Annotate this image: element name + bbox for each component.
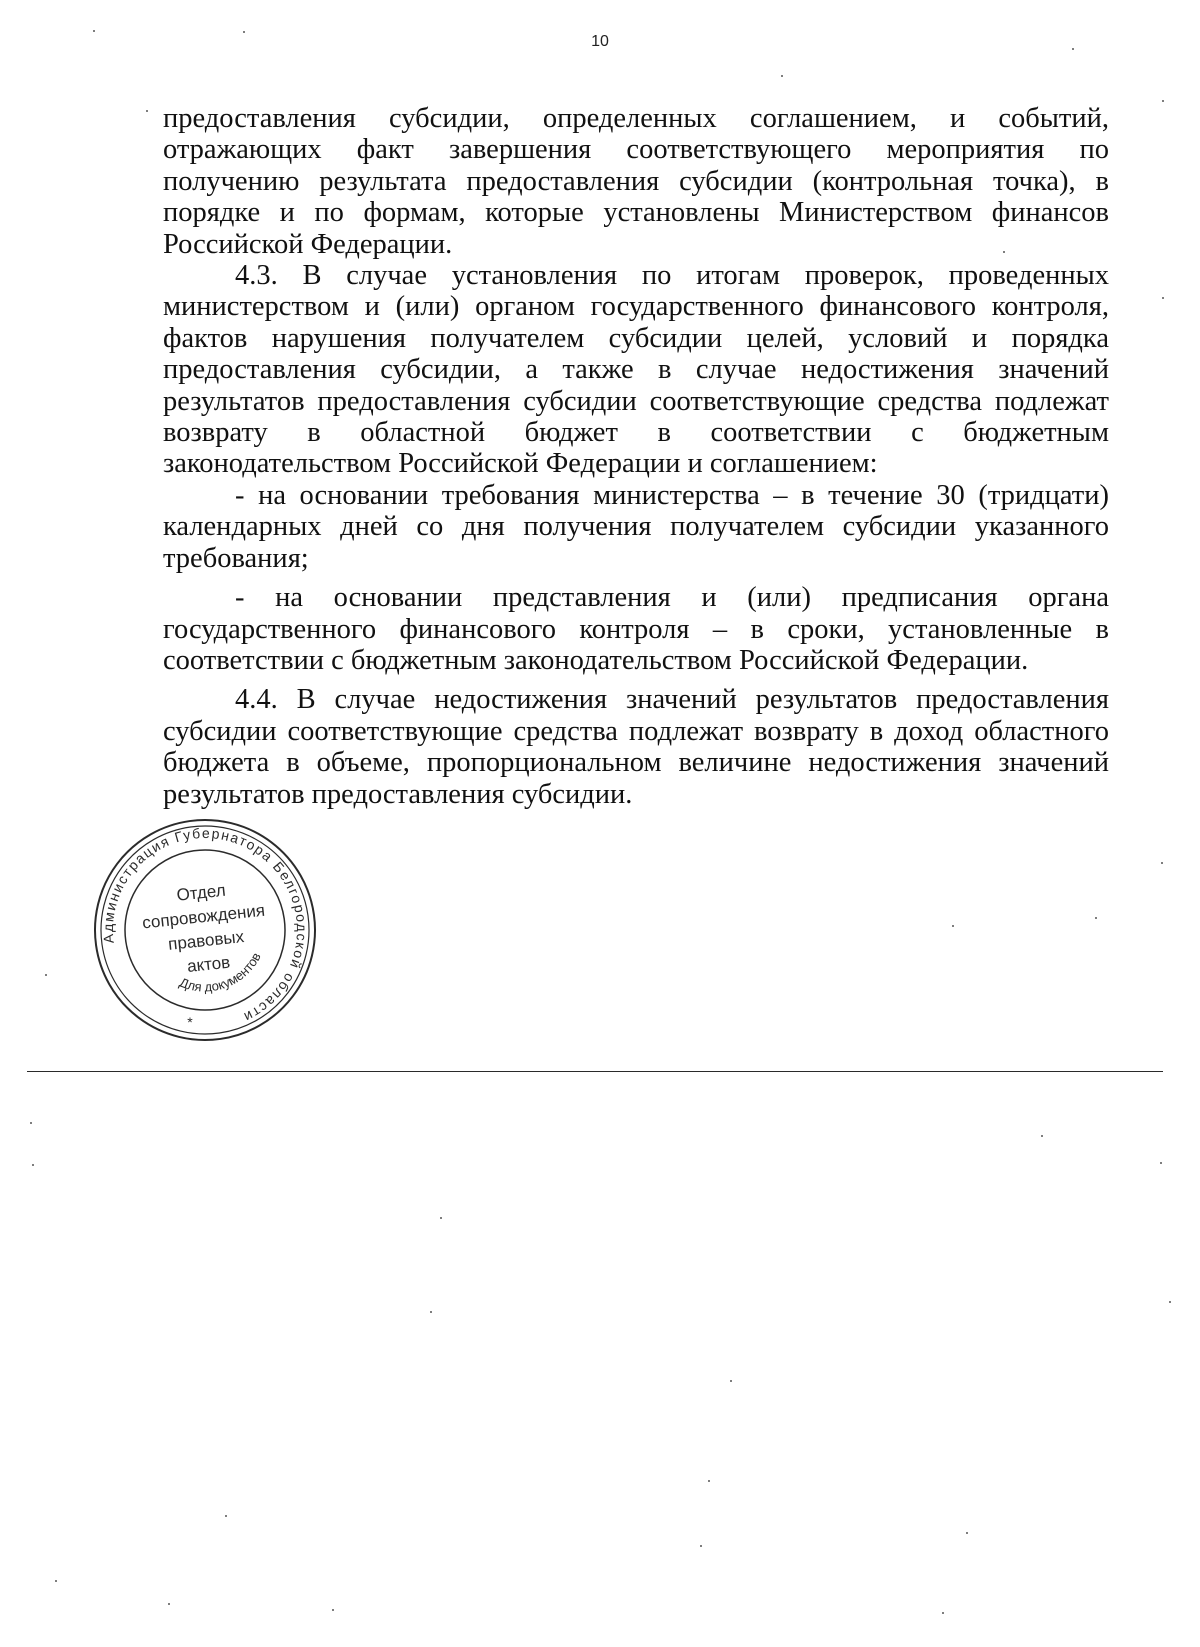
stamp-center-line-3: правовых [167,927,245,954]
paragraph-list-item-2: - на основании представления и (или) предписания органа государственного финансового контроля – в сроки, установленные в соответствии с бюджетным законодательством Российской Федерации. [163,582,1109,676]
paragraph-4-4: 4.4. В случае недостижения значений результатов предоставления субсидии соответствующие средства подлежат возврату в доход областного бюджета в объеме, пропорциональном величине недостижения значений результатов предоставления субсидии. [163,684,1109,810]
document-body [163,103,1109,810]
stamp-center-line-4: актов [186,952,232,977]
stamp-inner-arc-text: Для документов [177,949,264,995]
paragraph-continuation: предоставления субсидии, определенных соглашением, и событий, отражающих факт завершения соответствующего мероприятия по получению результата предоставления субсидии (контрольная точка), в порядке и по формам, которые установлены Министерством финансов Российской Федерации. [163,103,1109,260]
page-number: 10 [591,33,609,50]
stamp-center-line-2: сопровождения [141,900,266,933]
stamp-ring-text: Администрация Губернатора Белгородской области [99,824,311,1027]
stamp-star: * [187,1014,193,1030]
official-stamp [90,815,320,1045]
paragraph-list-item-1: - на основании требования министерства – в течение 30 (тридцати) календарных дней со дня получения получателем субсидии указанного требования; [163,479,1109,574]
stamp-center-line-1: Отдел [175,880,227,905]
paragraph-4-3: 4.3. В случае установления по итогам проверок, проведенных министерством и (или) органом государственного финансового контроля, фактов нарушения получателем субсидии целей, условий и порядка предоставления субсидии, а также в случае недостижения значений результатов предоставления субсидии соответствующие средства подлежат возврату в областной бюджет в соответствии с бюджетным законодательством Российской Федерации и соглашением: [163,260,1109,480]
horizontal-rule [27,1071,1163,1072]
